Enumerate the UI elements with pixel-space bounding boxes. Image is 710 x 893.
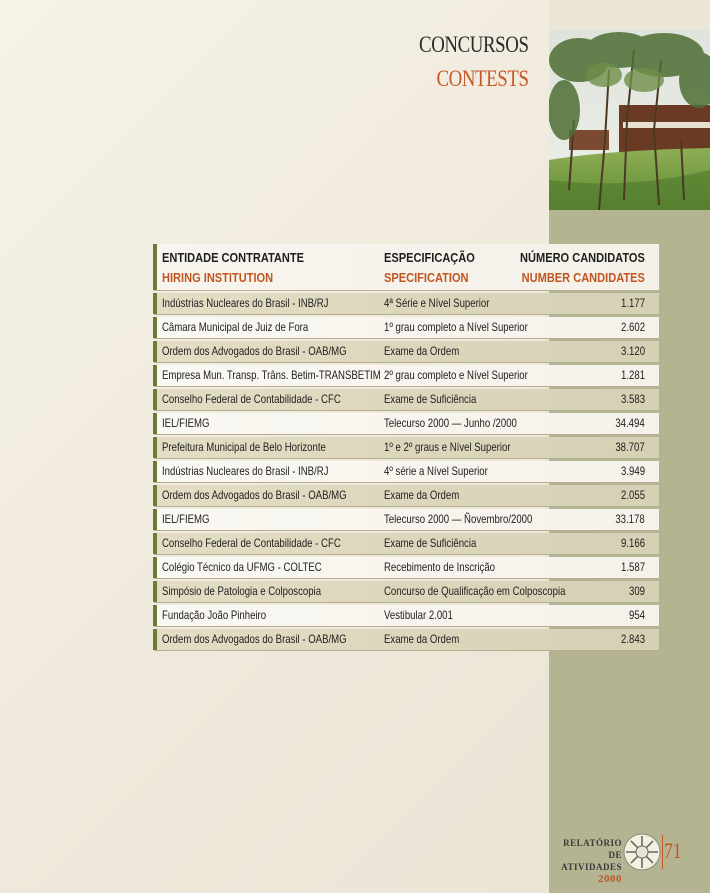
table-row: [153, 437, 659, 458]
cell-candidates: 309: [628, 584, 645, 598]
cell-specification: Telecurso 2000 — Junho /2000: [384, 416, 517, 430]
cell-specification: 4ª Série e Nível Superior: [384, 296, 490, 310]
header-candidates: NÚMERO CANDIDATOS NUMBER CANDIDATES: [520, 250, 645, 285]
footer-line2: ATIVIDADES: [561, 862, 622, 872]
footer-year: 2000: [598, 873, 622, 885]
cell-candidates: 9.166: [620, 536, 645, 550]
table-header: [153, 244, 659, 290]
table-row: [153, 509, 659, 530]
table-row: [153, 605, 659, 626]
cell-specification: Exame de Suficiência: [384, 536, 477, 550]
cell-institution: Empresa Mun. Transp. Trâns. Betim-TRANSBETIM: [162, 368, 381, 382]
cell-candidates: 2.843: [620, 632, 645, 646]
cell-specification: Recebimento de Inscrição: [384, 560, 495, 574]
table-row: [153, 485, 659, 506]
cell-candidates: 3.120: [620, 344, 645, 358]
cell-candidates: 2.602: [620, 320, 645, 334]
cell-candidates: 1.177: [620, 296, 645, 310]
cell-candidates: 954: [628, 608, 645, 622]
page-title-english: CONTESTS: [436, 66, 529, 91]
cell-candidates: 1.587: [620, 560, 645, 574]
table-row: [153, 389, 659, 410]
cell-institution: Conselho Federal de Contabilidade - CFC: [162, 392, 341, 406]
page-number: 71: [664, 838, 682, 863]
cell-candidates: 2.055: [620, 488, 645, 502]
institution-logo-icon: [622, 830, 662, 874]
cell-specification: 1º e 2º graus e Nível Superior: [384, 440, 511, 454]
header-institution: ENTIDADE CONTRATANTE HIRING INSTITUTION: [162, 250, 305, 285]
cell-specification: Concurso de Qualificação em Colposcopia: [384, 584, 566, 598]
cell-specification: Exame da Ordem: [384, 344, 460, 358]
cell-institution: Indústrias Nucleares do Brasil - INB/RJ: [162, 464, 329, 478]
header-specification: ESPECIFICAÇÃO SPECIFICATION: [384, 250, 475, 285]
cell-specification: 2º grau completo e Nível Superior: [384, 368, 528, 382]
cell-specification: Vestibular 2.001: [384, 608, 453, 622]
table-row: [153, 365, 659, 386]
cell-institution: Conselho Federal de Contabilidade - CFC: [162, 536, 341, 550]
cell-specification: 1º grau completo a Nível Superior: [384, 320, 528, 334]
cell-institution: Ordem dos Advogados do Brasil - OAB/MG: [162, 632, 347, 646]
cell-institution: Ordem dos Advogados do Brasil - OAB/MG: [162, 344, 347, 358]
page-title: CONCURSOS: [419, 32, 529, 57]
cell-specification: 4º série a Nível Superior: [384, 464, 488, 478]
footer-line1: RELATÓRIO DE: [563, 838, 622, 860]
cell-candidates: 3.949: [620, 464, 645, 478]
cell-candidates: 1.281: [620, 368, 645, 382]
cell-institution: Ordem dos Advogados do Brasil - OAB/MG: [162, 488, 347, 502]
side-band-top: [549, 0, 710, 30]
footer-report-label: [558, 837, 622, 885]
table-row: [153, 581, 659, 602]
cell-candidates: 33.178: [615, 512, 645, 526]
table-row: [153, 341, 659, 362]
footer: [558, 827, 708, 885]
title-block: [395, 30, 529, 94]
cell-institution: Indústrias Nucleares do Brasil - INB/RJ: [162, 296, 329, 310]
table-row: [153, 293, 659, 314]
contests-table: [153, 244, 659, 653]
table-row: [153, 557, 659, 578]
cell-institution: Fundação João Pinheiro: [162, 608, 267, 622]
cell-institution: Colégio Técnico da UFMG - COLTEC: [162, 560, 322, 574]
cell-specification: Exame de Suficiência: [384, 392, 477, 406]
table-row: [153, 413, 659, 434]
cell-institution: Simpósio de Patologia e Colposcopia: [162, 584, 322, 598]
table-row: [153, 317, 659, 338]
campus-photo: [549, 30, 710, 210]
cell-institution: Câmara Municipal de Juiz de Fora: [162, 320, 309, 334]
cell-institution: Prefeitura Municipal de Belo Horizonte: [162, 440, 326, 454]
table-row: [153, 461, 659, 482]
cell-candidates: 3.583: [620, 392, 645, 406]
cell-specification: Exame da Ordem: [384, 488, 460, 502]
footer-divider: [662, 835, 663, 869]
cell-candidates: 38.707: [615, 440, 645, 454]
table-row: [153, 533, 659, 554]
cell-specification: Exame da Ordem: [384, 632, 460, 646]
table-row: [153, 629, 659, 650]
cell-institution: IEL/FIEMG: [162, 416, 210, 430]
cell-institution: IEL/FIEMG: [162, 512, 210, 526]
cell-candidates: 34.494: [615, 416, 645, 430]
cell-specification: Telecurso 2000 — Ñovembro/2000: [384, 512, 533, 526]
